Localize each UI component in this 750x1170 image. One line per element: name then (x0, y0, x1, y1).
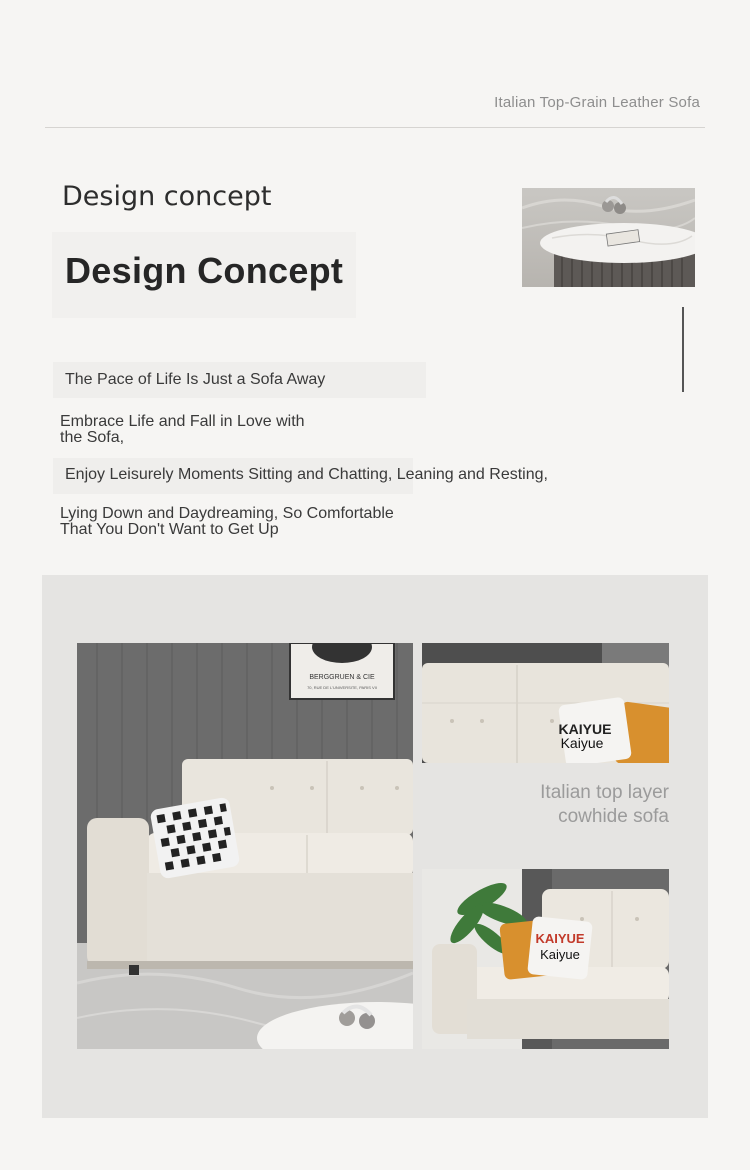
header-title: Italian Top-Grain Leather Sofa (494, 94, 700, 111)
body-line-3: Enjoy Leisurely Moments Sitting and Chatting, Leaning and Resting, (65, 466, 548, 483)
gallery-caption-line-1: Italian top layer (540, 782, 669, 803)
poster-text: BERGGRUEN & CIE (309, 674, 375, 681)
header-divider (45, 127, 705, 128)
concept-subtitle: Design concept (62, 181, 272, 212)
sofa-detail-photo-top (422, 643, 669, 763)
concept-title: Design Concept (65, 250, 344, 291)
pillow-brand-top: KAIYUE (558, 721, 612, 737)
sofa-detail-bottom-illustration (422, 869, 669, 1049)
pillow-brand-bottom-2: Kaiyue (540, 947, 580, 962)
sofa-main-illustration (77, 643, 413, 1049)
body-line-group (60, 506, 394, 538)
body-line (60, 414, 305, 446)
sofa-detail-top-illustration (422, 643, 669, 763)
pillow-brand-top-2: KAIYUE (535, 931, 585, 946)
body-line-5: That You Don't Want to Get Up (60, 521, 279, 538)
poster-subtext: 70, RUE DE L'UNIVERSITE, PARIS VII (307, 685, 377, 690)
sofa-detail-photo-bottom (422, 869, 669, 1049)
side-table-photo (522, 188, 695, 287)
pillow-brand-bottom: Kaiyue (560, 735, 604, 751)
tagline: The Pace of Life Is Just a Sofa Away (65, 371, 326, 388)
gallery-caption-line-2: cowhide sofa (558, 806, 669, 827)
sofa-main-photo (77, 643, 413, 1049)
body-line-4: Lying Down and Daydreaming, So Comfortable (60, 505, 394, 522)
side-table-illustration (522, 188, 695, 287)
vertical-accent-line (682, 307, 684, 392)
body-line-2: the Sofa, (60, 429, 125, 446)
body-line-1: Embrace Life and Fall in Love with (60, 413, 305, 430)
